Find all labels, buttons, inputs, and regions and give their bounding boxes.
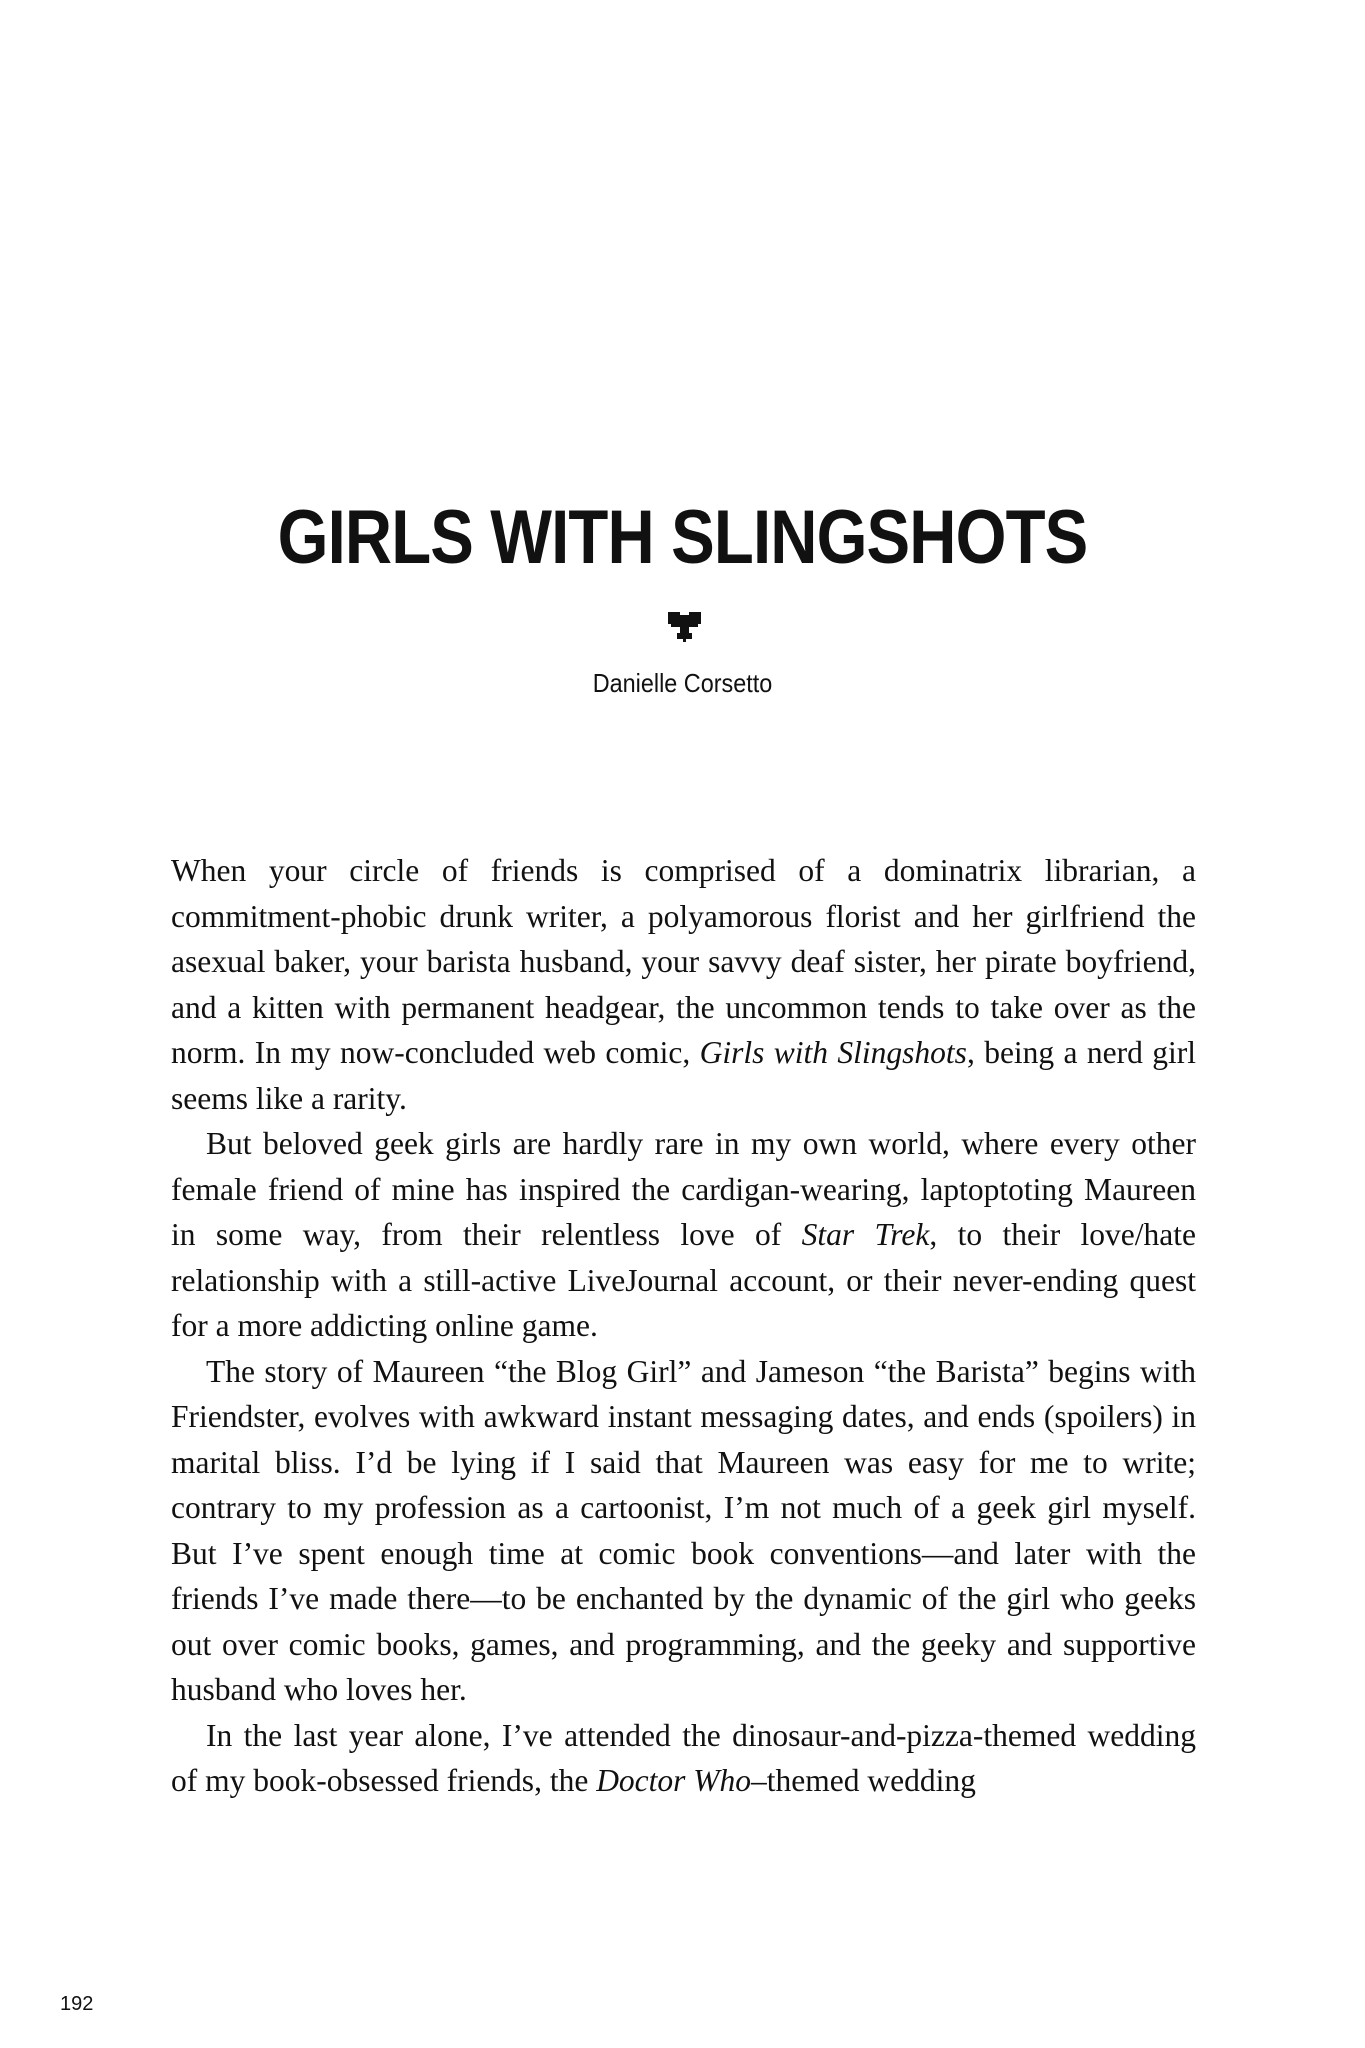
book-title: Girls with Slingshots	[699, 1035, 967, 1070]
paragraph	[171, 1121, 1196, 1349]
paragraph-text: The story of Maureen “the Blog Girl” and Jameson “the Barista” begins with Friendster, evolves with awkward instant messaging dates, and ends (spoilers) in marital bliss. I’d be lying if I said that Maureen was easy for me to write; contrary to my profession as a cartoonist, I’m not much of a geek girl myself. But I’ve spent enough time at comic book conventions—and later with the friends I’ve made there—to be enchanted by the dynamic of the girl who geeks out over comic books, games, and programming, and the geeky and supportive husband who loves her.	[171, 1353, 1196, 1707]
paragraph	[171, 848, 1196, 1121]
show-title: Doctor Who	[596, 1763, 752, 1798]
paragraph	[171, 1349, 1196, 1713]
paragraph-text: , being a nerd girl seems like a rarity.	[171, 1035, 1196, 1116]
page-number: 192	[60, 1993, 94, 2015]
pixel-heart-icon	[668, 612, 701, 642]
body-text	[171, 848, 1196, 1804]
paragraph	[171, 1713, 1196, 1804]
paragraph-text: When your circle of friends is comprised of a dominatrix librarian, a commitment-phobic drunk writer, a polyamorous florist and her girlfriend the asexual baker, your barista husband, your savvy deaf sister, her pirate boyfriend, and a kitten with permanent headgear, the uncommon tends to take over as the norm. In my now-concluded web comic,	[171, 853, 1196, 1070]
paragraph-text: –themed wedding	[751, 1763, 976, 1798]
paragraph-text: In the last year alone, I’ve attended the dinosaur-and-pizza-themed wedding of my book-obsessed friends, the	[171, 1717, 1196, 1798]
paragraph-text: But beloved geek girls are hardly rare in my own world, where every other female friend of mine has inspired the cardigan-wearing, laptoptoting Maureen in some way, from their relentless love of	[171, 1126, 1196, 1252]
show-title: Star Trek	[801, 1217, 930, 1252]
paragraph-text: , to their love/hate relationship with a still-active LiveJournal account, or their never-ending quest for a more addicting online game.	[171, 1217, 1196, 1343]
author-name: Danielle Corsetto	[592, 668, 773, 698]
chapter-title: GIRLS WITH SLINGSHOTS	[277, 495, 1088, 580]
